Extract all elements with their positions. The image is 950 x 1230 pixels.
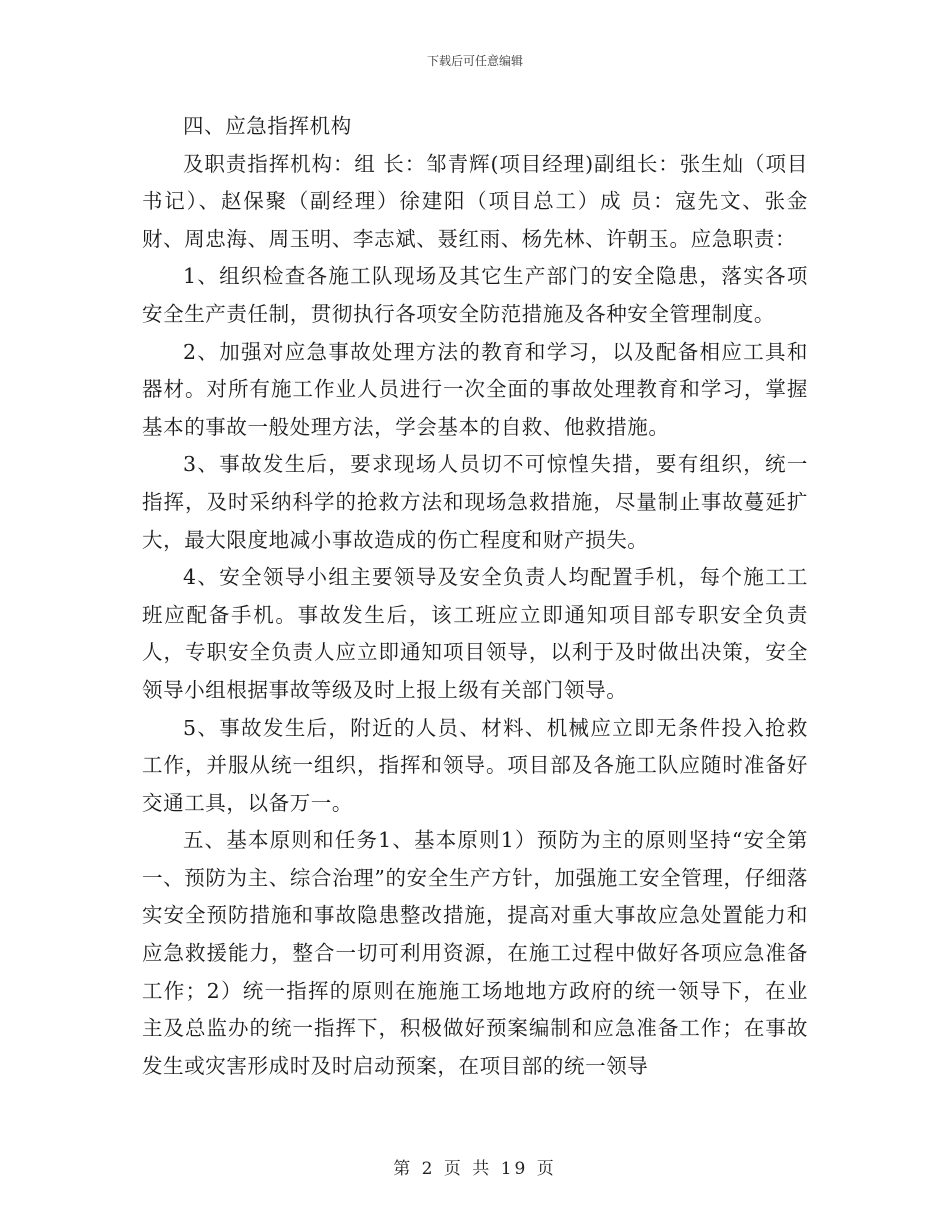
document-body — [142, 108, 808, 1085]
section-heading-4: 四、应急指挥机构 — [183, 114, 352, 138]
page-number: 第 2 页 共 19 页 — [393, 1159, 557, 1179]
page-header-note: 下载后可任意编辑 — [426, 54, 523, 68]
paragraph-duty-1: 1、组织检查各施工队现场及其它生产部门的安全隐患，落实各项安全生产责任制，贯彻执行各项安全防范措施及各种安全管理制度。 — [142, 264, 808, 326]
paragraph-command-structure: 及职责指挥机构：组 长：邹青辉(项目经理)副组长：张生灿（项目书记）、赵保聚（副经理）徐建阳（项目总工）成 员：寇先文、张金财、周忠海、周玉明、李志斌、聂红雨、杨先林、许朝玉。应急职责： — [142, 151, 808, 251]
paragraph-principles: 五、基本原则和任务1、基本原则1）预防为主的原则坚持“安全第一、预防为主、综合治理”的安全生产方针，加强施工安全管理，仔细落实安全预防措施和事故隐患整改措施，提高对重大事故应急处置能力和应急救援能力，整合一切可利用资源，在施工过程中做好各项应急准备工作；2）统一指挥的原则在施施工场地地方政府的统一领导下，在业主及总监办的统一指挥下，积极做好预案编制和应急准备工作；在事故发生或灾害形成时及时启动预案，在项目部的统一领导 — [142, 828, 808, 1078]
paragraph-duty-2: 2、加强对应急事故处理方法的教育和学习，以及配备相应工具和器材。对所有施工作业人员进行一次全面的事故处理教育和学习，掌握基本的事故一般处理方法，学会基本的自救、他救措施。 — [142, 339, 808, 439]
paragraph-duty-3: 3、事故发生后，要求现场人员切不可惊惶失措，要有组织，统一指挥，及时采纳科学的抢救方法和现场急救措施，尽量制止事故蔓延扩大，最大限度地减小事故造成的伤亡程度和财产损失。 — [142, 452, 808, 552]
paragraph-duty-4: 4、安全领导小组主要领导及安全负责人均配置手机，每个施工工班应配备手机。事故发生后，该工班应立即通知项目部专职安全负责人，专职安全负责人应立即通知项目领导，以利于及时做出决策，安全领导小组根据事故等级及时上报上级有关部门领导。 — [142, 565, 808, 702]
paragraph-duty-5: 5、事故发生后，附近的人员、材料、机械应立即无条件投入抢救工作，并服从统一组织，指挥和领导。项目部及各施工队应随时准备好交通工具，以备万一。 — [142, 715, 808, 815]
